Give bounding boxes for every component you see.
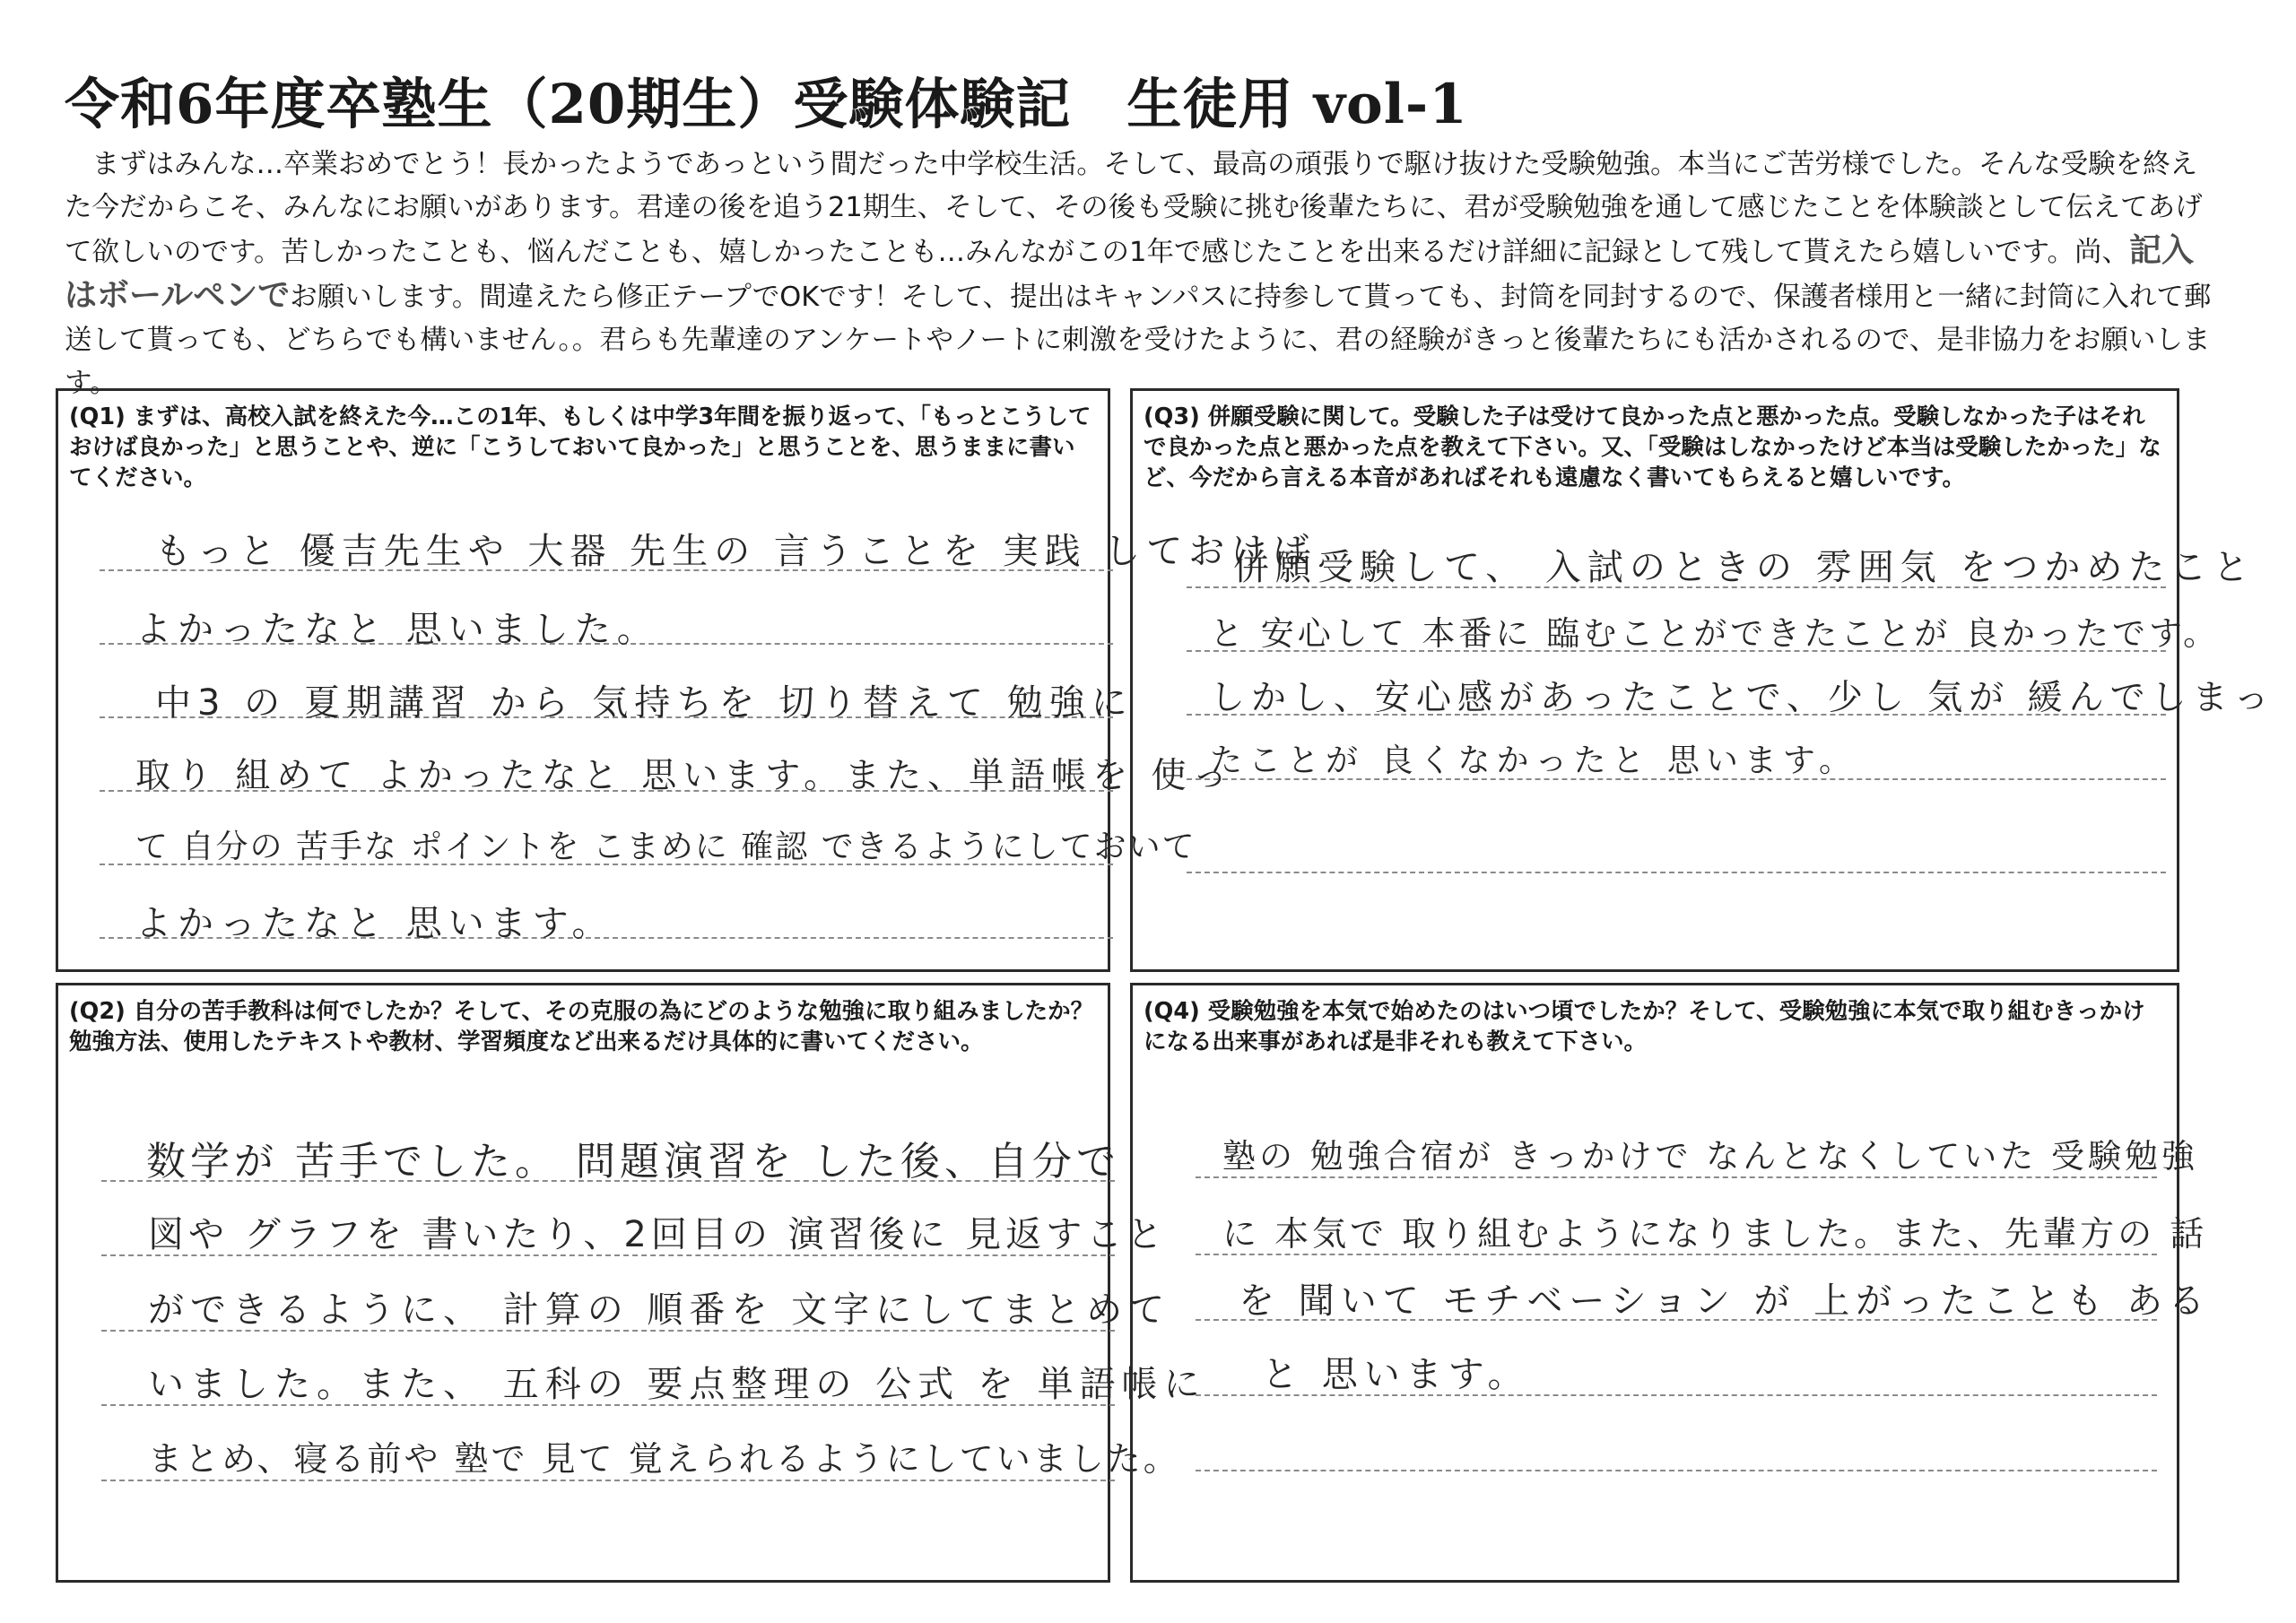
q3-question: (Q3) 併願受験に関して。受験した子は受けて良かった点と悪かった点。受験しなかった子はそれで良かった点と悪かった点を教えて下さい。又、「受験はしなかったけど本当は受験したかった」など、今だから言える本音があればそれも遠慮なく書いてもらえると嬉しいです。 — [1144, 404, 2161, 491]
q1-answer-line-1: もっと 優吉先生や 大器 先生の 言うことを 実践 しておけば — [155, 531, 1316, 572]
q1-answer-line-4: 取り 組めて よかったなと 思います。また、単語帳を 使っ — [135, 756, 1234, 796]
q4-answer-line-2: に 本気で 取り組むようになりました。また、先輩方の 話 — [1222, 1214, 2208, 1254]
q2-answer-line-4: いました。また、 五科の 要点整理の 公式 を 単語帳に — [148, 1364, 1206, 1405]
answer-line — [1187, 872, 2166, 873]
q2-answer-line-2: 図や グラフを 書いたり、2回目の 演習後に 見返すこと — [148, 1214, 1168, 1255]
q4-answer-line-4: と 思います。 — [1262, 1354, 1530, 1395]
q1-answer-line-2: よかったなと 思いました。 — [135, 609, 659, 650]
intro-paragraph — [65, 143, 2217, 405]
intro-text-1: まずはみんな…卒業おめでとう！長かったようであっという間だった中学校生活。そして、最高の頑張りで駆け抜けた受験勉強。本当にご苦労様でした。そんな受験を終えた今だからこそ、みんなにお願いがあります。君達の後を追う21期生、そして、その後も受験に挑む後輩たちに、君が受験勉強を通して感じたことを体験談として伝えてあげて欲しいのです。苦しかったことも、悩んだことも、嬉しかったことも…みんながこの1年で感じたことを出来るだけ詳細に記録として残して貰えたら嬉しいです。尚、 — [65, 149, 2203, 268]
q4-question: (Q4) 受験勉強を本気で始めたのはいつ頃でしたか？そして、受験勉強に本気で取り組むきっかけになる出来事があれば是非それも教えて下さい。 — [1144, 998, 2145, 1055]
answer-line — [1196, 1470, 2157, 1471]
q1-box — [56, 388, 1316, 972]
q2-question: (Q2) 自分の苦手教科は何でしたか？そして、その克服の為にどのような勉強に取り組みましたか？勉強方法、使用したテキストや教材、学習頻度など出来るだけ具体的に書いてください。 — [69, 998, 1094, 1055]
q3-answer-line-4: たことが 良くなかったと 思います。 — [1210, 742, 1858, 779]
q3-answer-line-1: 併願受験して、 入試のときの 雰囲気 をつかめたこと — [1233, 547, 2256, 588]
q1-answer-line-6: よかったなと 思います。 — [135, 903, 614, 944]
q2-box — [56, 983, 1206, 1583]
q4-answer-line-1: 塾の 勉強合宿が きっかけで なんとなくしていた 受験勉強 — [1222, 1137, 2199, 1176]
q1-answer-line-5: て 自分の 苦手な ポイントを こまめに 確認 できるようにしておいて — [135, 829, 1196, 865]
q1-question: (Q1) まずは、高校入試を終えた今…この1年、もしくは中学3年間を振り返って、「もっとこうしておけば良かった」と思うことや、逆に「こうしておいて良かった」と思うことを、思うままに書いてください。 — [69, 404, 1091, 491]
q1-answer-line-3: 中3 の 夏期講習 から 気持ちを 切り替えて 勉強に — [155, 682, 1134, 724]
q2-answer-line-5: まとめ、寝る前や 塾で 見て 覚えられるようにしていました。 — [148, 1439, 1180, 1479]
q2-answer-line-1: 数学が 苦手でした。 問題演習を した後、自分で — [146, 1139, 1120, 1185]
q4-box — [1130, 983, 2211, 1583]
q3-box — [1130, 388, 2275, 972]
page-title: 令和6年度卒塾生（20期生）受験体験記 生徒用 vol-1 — [65, 73, 1468, 136]
q3-answer-line-2: と 安心して 本番に 臨むことができたことが 良かったです。 — [1210, 614, 2221, 653]
q2-answer-line-3: ができるように、 計算の 順番を 文字にしてまとめて — [148, 1289, 1171, 1331]
intro-emphasis: 記入はボールペンで — [65, 232, 2195, 314]
q3-answer-line-3: しかし、安心感があったことで、少し 気が 緩んでしまっ — [1210, 678, 2275, 718]
q4-answer-line-3: を 聞いて モチベーション が 上がったことも ある — [1239, 1280, 2211, 1322]
intro-text-2: お願いします。間違えたら修正テープでOKです！そして、提出はキャンパスに持参して貰っても、封筒を同封するので、保護者様用と一緒に封筒に入れて郵送して貰っても、どちらでも構いません。。君らも先輩達のアンケートやノートに刺激を受けたように、君の経験がきっと後輩たちにも活かされるので、是非協力をお願いします。 — [65, 282, 2212, 399]
